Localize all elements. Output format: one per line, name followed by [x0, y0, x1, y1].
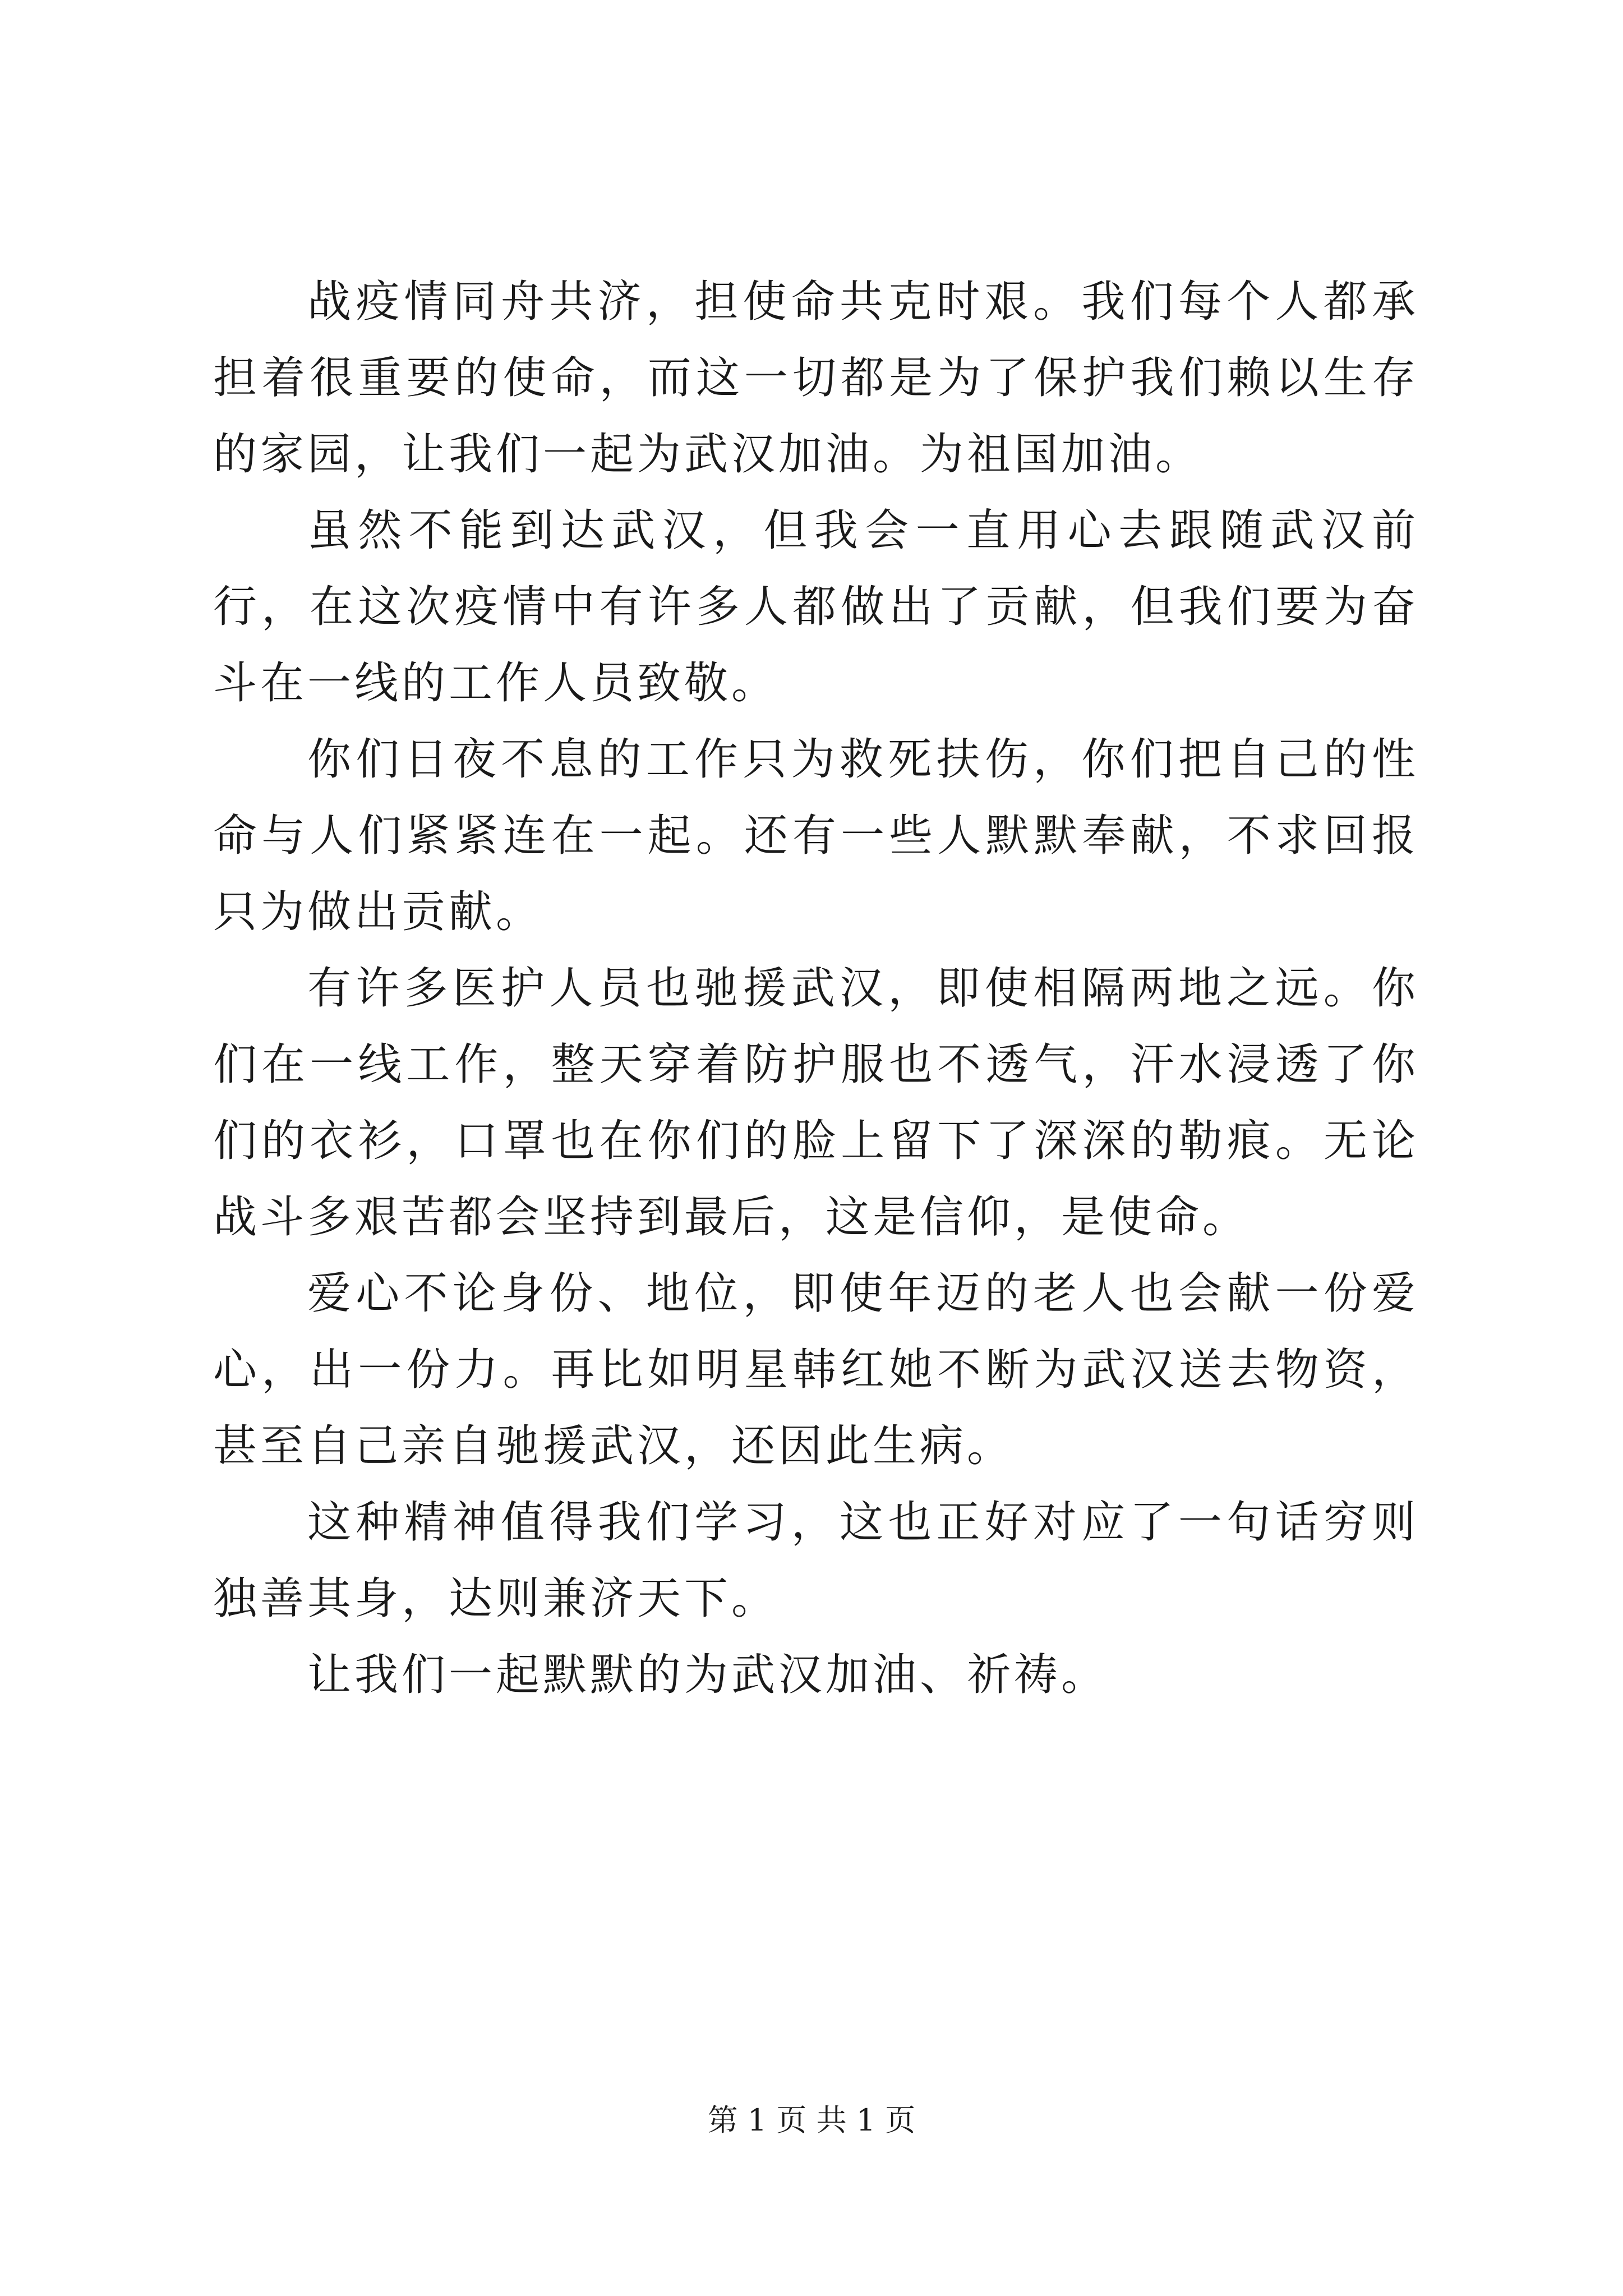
paragraph-4: 有许多医护人员也驰援武汉，即使相隔两地之远。你们在一线工作，整天穿着防护服也不透气，汗水浸透了你们的衣衫，口罩也在你们的脸上留下了深深的勒痕。无论战斗多艰苦都会坚持到最后，这是信仰，是使命。 — [213, 963, 1419, 1243]
document-body — [213, 264, 1419, 1713]
paragraph-1: 战疫情同舟共济，担使命共克时艰。我们每个人都承担着很重要的使命，而这一切都是为了保护我们赖以生存的家园，让我们一起为武汉加油。为祖国加油。 — [213, 277, 1419, 480]
paragraph-2: 虽然不能到达武汉，但我会一直用心去跟随武汉前行，在这次疫情中有许多人都做出了贡献，但我们要为奋斗在一线的工作人员致敬。 — [213, 505, 1419, 708]
paragraph-6: 这种精神值得我们学习，这也正好对应了一句话穷则独善其身，达则兼济天下。 — [213, 1497, 1419, 1624]
paragraph-5: 爱心不论身份、地位，即使年迈的老人也会献一份爱心，出一份力。再比如明星韩红她不断为武汉送去物资，甚至自己亲自驰援武汉，还因此生病。 — [213, 1268, 1419, 1471]
page-number-footer: 第 1 页 共 1 页 — [707, 2102, 916, 2138]
paragraph-3: 你们日夜不息的工作只为救死扶伤，你们把自己的性命与人们紧紧连在一起。还有一些人默默奉献，不求回报只为做出贡献。 — [213, 734, 1419, 937]
paragraph-7: 让我们一起默默的为武汉加油、祈祷。 — [307, 1650, 1109, 1700]
